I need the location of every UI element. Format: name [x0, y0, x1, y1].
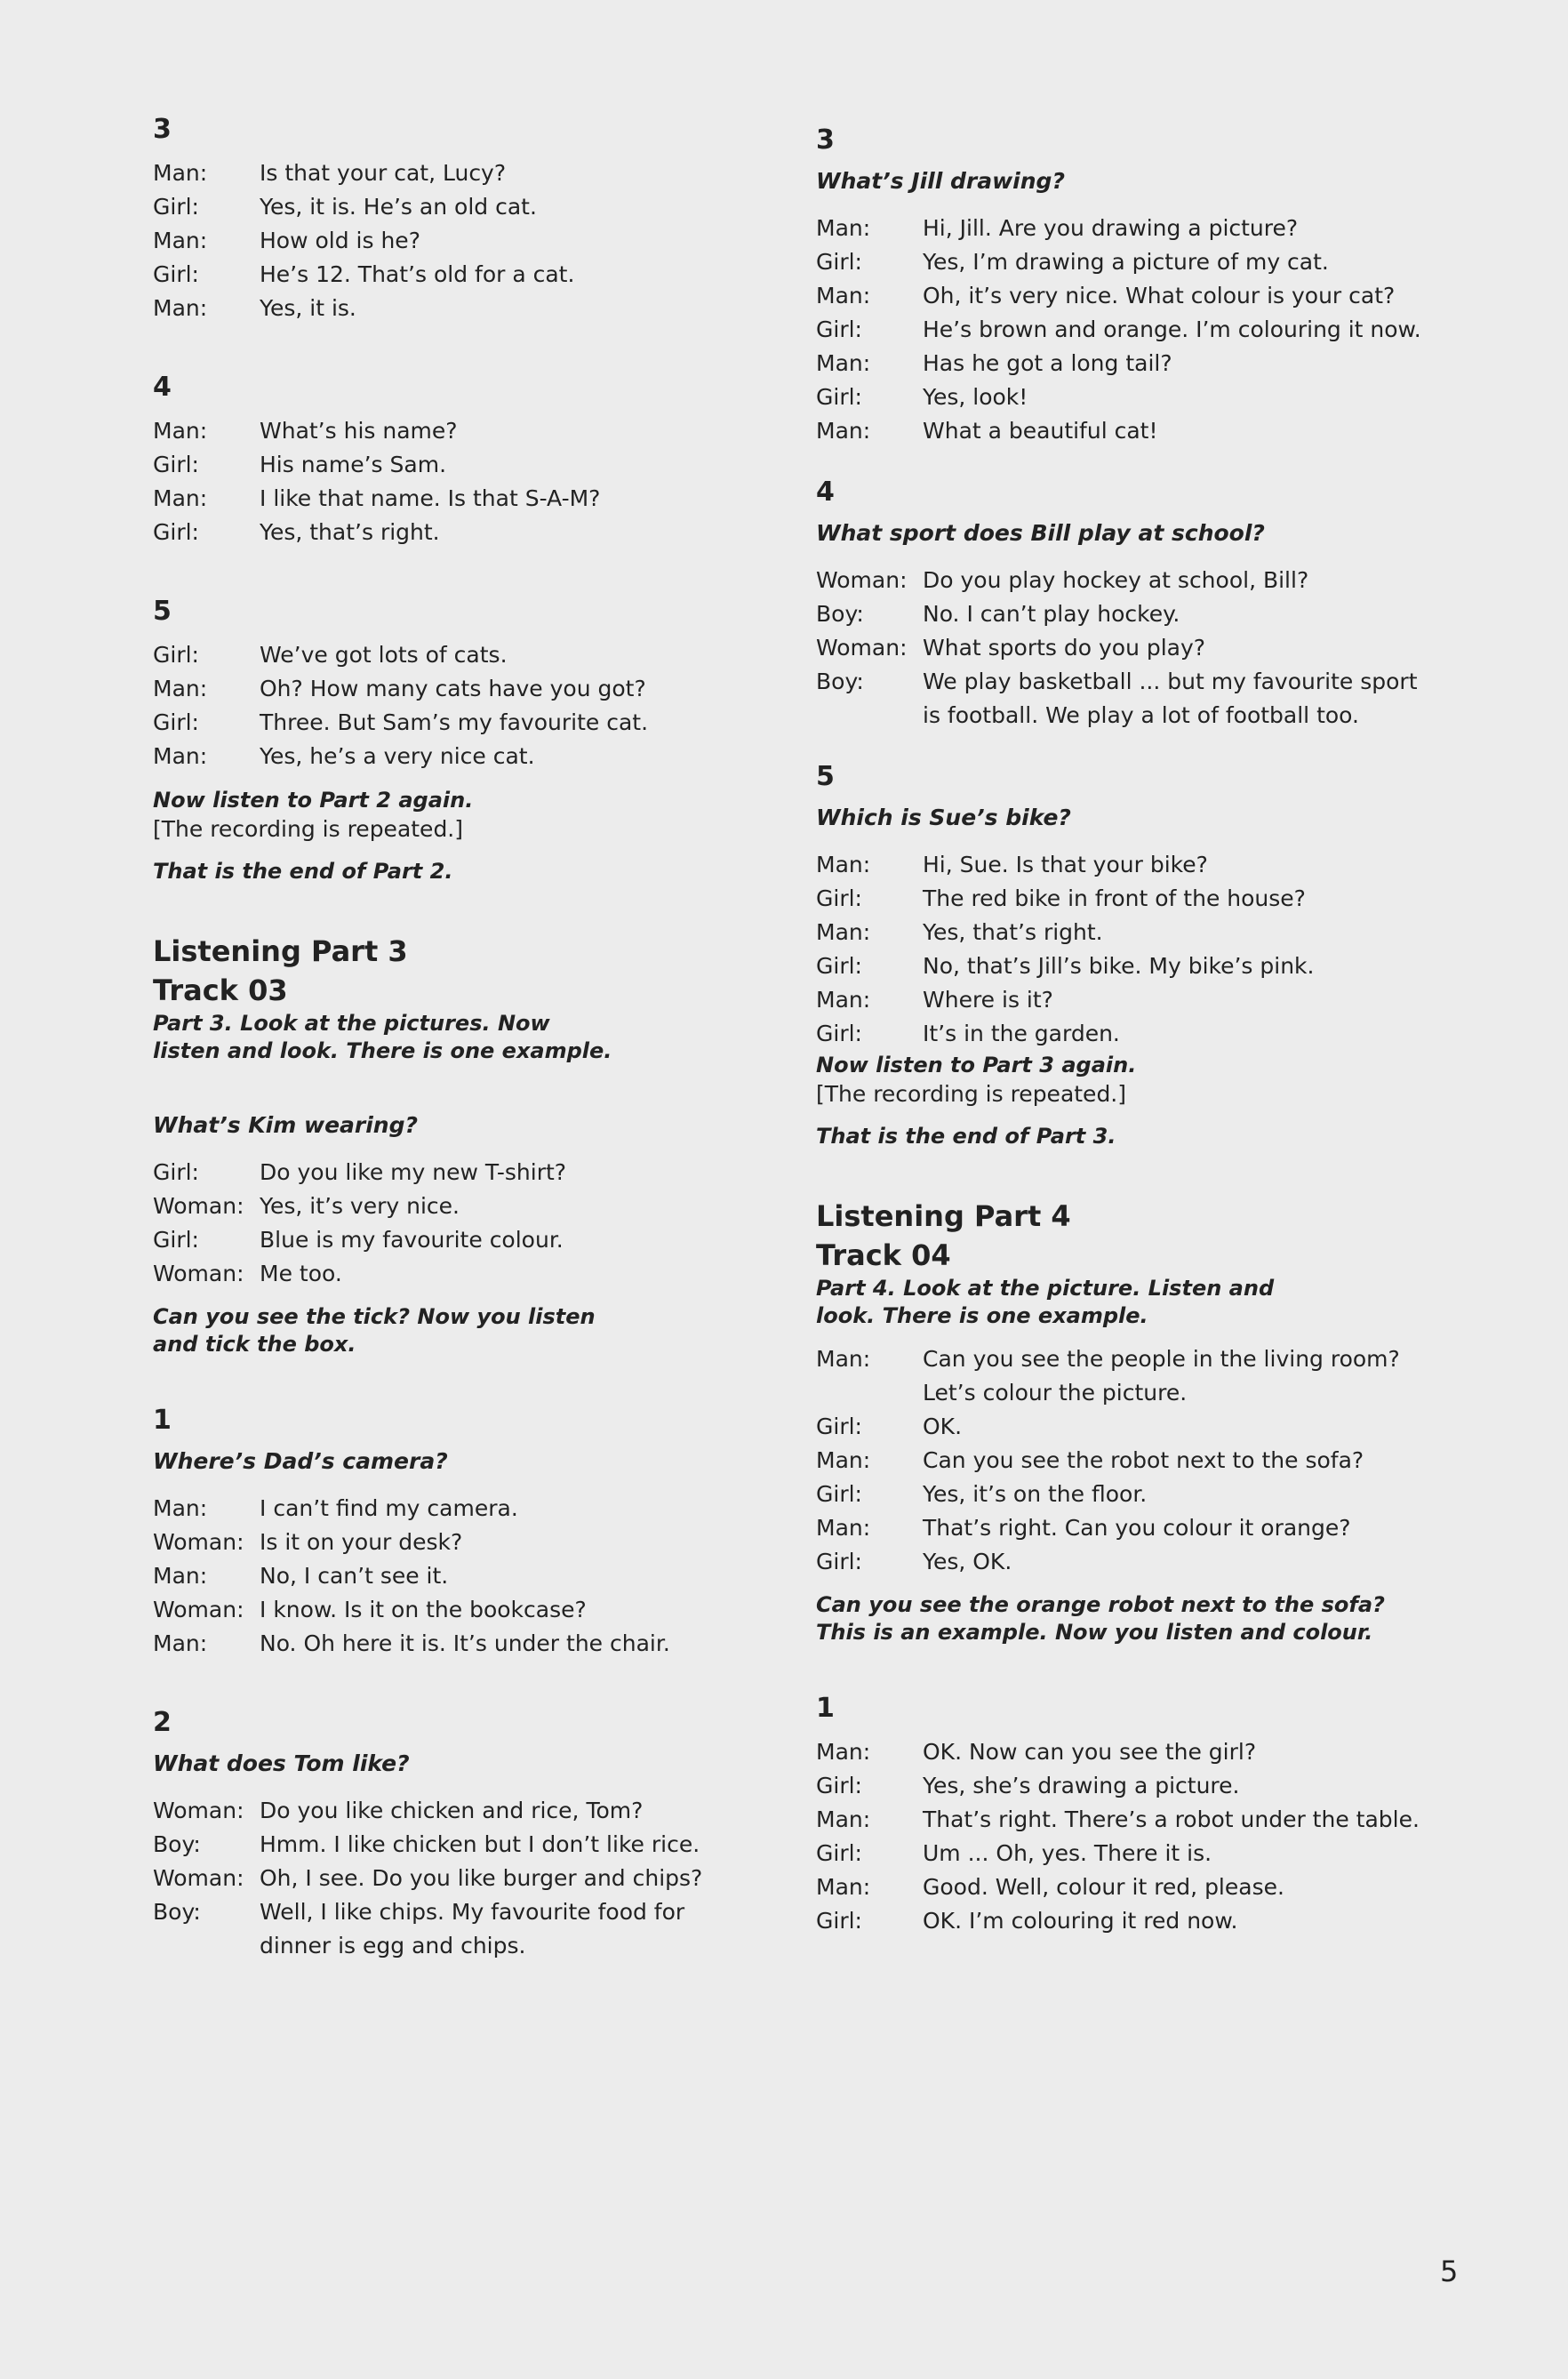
dialogue-line	[153, 292, 704, 325]
spoken-text: Well, I like chips. My favourite food for dinner is egg and chips.	[260, 1899, 685, 1958]
speaker-label: Man:	[153, 418, 208, 444]
dialogue-line	[153, 258, 704, 292]
dialogue-line	[816, 1017, 1438, 1051]
speaker-label: Girl:	[816, 1481, 862, 1507]
dialogue-line	[816, 313, 1438, 347]
dialogue-line	[153, 156, 704, 190]
spoken-text: Where is it?	[923, 987, 1053, 1013]
dialogue-line	[153, 1223, 704, 1257]
spoken-text: Yes, I’m drawing a picture of my cat.	[923, 249, 1329, 275]
example-note: Can you see the orange robot next to the sofa? This is an example. Now you listen and colour.	[816, 1592, 1385, 1645]
dialogue-line	[816, 245, 1438, 279]
question-block-1	[816, 1693, 1438, 1938]
dialogue-line	[816, 414, 1438, 448]
now-listen-note: Now listen to Part 2 again.	[153, 788, 474, 813]
dialogue-line	[816, 1803, 1438, 1837]
question: What’s Kim wearing?	[153, 1112, 418, 1138]
speaker-label: Girl:	[816, 1549, 862, 1574]
speaker-label: Man:	[816, 1874, 871, 1900]
dialogue	[816, 564, 1438, 733]
tick-note: Can you see the tick? Now you listen and tick the box.	[153, 1304, 596, 1357]
question: What’s Jill drawing?	[816, 168, 1065, 194]
right-column	[816, 124, 1438, 1938]
spoken-text: Yes, that’s right.	[923, 919, 1103, 945]
speaker-label: Boy:	[816, 669, 864, 694]
dialogue	[153, 638, 704, 773]
dialogue-line	[816, 631, 1438, 665]
item-number: 1	[153, 1405, 172, 1436]
spoken-text: The red bike in front of the house?	[923, 885, 1306, 911]
dialogue-line	[153, 706, 704, 740]
dialogue	[816, 1735, 1438, 1938]
dialogue-line	[816, 949, 1438, 983]
dialogue-line	[816, 597, 1438, 631]
spoken-text: How old is he?	[260, 228, 420, 253]
dialogue-line	[816, 1342, 1438, 1410]
instructions: Part 4. Look at the picture. Listen and look. There is one example.	[816, 1276, 1275, 1328]
spoken-text: Hi, Jill. Are you drawing a picture?	[923, 215, 1299, 241]
speaker-label: Girl:	[816, 1840, 862, 1866]
spoken-text: What sports do you play?	[923, 635, 1206, 661]
speaker-label: Girl:	[816, 384, 862, 410]
dialogue	[153, 1492, 704, 1661]
spoken-text: I know. Is it on the bookcase?	[260, 1597, 587, 1622]
left-column	[153, 114, 704, 1963]
speaker-label: Man:	[153, 743, 208, 769]
repeated-note: [The recording is repeated.]	[816, 1081, 1127, 1107]
question: Which is Sue’s bike?	[816, 805, 1071, 830]
spoken-text: No, I can’t see it.	[260, 1563, 449, 1589]
spoken-text: Do you like chicken and rice, Tom?	[260, 1798, 644, 1823]
dialogue	[153, 1794, 704, 1963]
spoken-text: Me too.	[260, 1261, 342, 1286]
dialogue-line	[816, 916, 1438, 949]
now-listen-note: Now listen to Part 3 again.	[816, 1053, 1137, 1077]
section-title: Listening Part 3	[153, 934, 408, 968]
speaker-label: Girl:	[153, 519, 199, 545]
speaker-label: Man:	[816, 418, 871, 444]
dialogue-line	[153, 1895, 704, 1963]
speaker-label: Woman:	[153, 1261, 244, 1286]
speaker-label: Man:	[816, 350, 871, 376]
speaker-label: Woman:	[153, 1798, 244, 1823]
dialogue-line	[153, 1593, 704, 1627]
speaker-label: Girl:	[816, 1908, 862, 1934]
dialogue-line	[816, 1735, 1438, 1769]
dialogue	[153, 156, 704, 325]
spoken-text: Is that your cat, Lucy?	[260, 160, 507, 186]
spoken-text: Yes, that’s right.	[260, 519, 440, 545]
dialogue-line	[816, 212, 1438, 245]
question-block-2	[153, 1707, 704, 1963]
spoken-text: OK. I’m colouring it red now.	[923, 1908, 1238, 1934]
item-number: 3	[153, 114, 172, 145]
question-block-5	[816, 761, 1438, 1051]
dialogue-line	[816, 1545, 1438, 1579]
dialogue-line	[816, 1769, 1438, 1803]
dialogue-line	[153, 1862, 704, 1895]
spoken-text: Good. Well, colour it red, please.	[923, 1874, 1284, 1900]
speaker-label: Woman:	[816, 567, 908, 593]
dialogue-line	[816, 1478, 1438, 1511]
dialogue-block-3	[153, 114, 704, 325]
dialogue-line	[153, 1190, 704, 1223]
dialogue-line	[816, 1837, 1438, 1870]
question-block-1	[153, 1405, 704, 1661]
dialogue-line	[153, 482, 704, 516]
spoken-text: Is it on your desk?	[260, 1529, 463, 1555]
speaker-label: Girl:	[816, 1773, 862, 1798]
spoken-text: Yes, he’s a very nice cat.	[260, 743, 535, 769]
track-label: Track 04	[816, 1238, 951, 1272]
speaker-label: Man:	[816, 852, 871, 877]
item-number: 3	[816, 124, 835, 156]
spoken-text: No, that’s Jill’s bike. My bike’s pink.	[923, 953, 1315, 979]
speaker-label: Man:	[153, 1630, 208, 1656]
speaker-label: Man:	[816, 919, 871, 945]
speaker-label: Girl:	[816, 1021, 862, 1046]
speaker-label: Man:	[153, 228, 208, 253]
spoken-text: Oh, I see. Do you like burger and chips?	[260, 1865, 703, 1891]
spoken-text: Yes, it is.	[260, 295, 356, 321]
dialogue	[816, 848, 1438, 1051]
spoken-text: Three. But Sam’s my favourite cat.	[260, 709, 649, 735]
speaker-label: Boy:	[816, 601, 864, 627]
dialogue-line	[816, 1444, 1438, 1478]
spoken-text: We’ve got lots of cats.	[260, 642, 508, 668]
spoken-text: Yes, look!	[923, 384, 1028, 410]
spoken-text: Do you play hockey at school, Bill?	[923, 567, 1309, 593]
dialogue	[153, 414, 704, 549]
dialogue-line	[816, 1904, 1438, 1938]
spoken-text: It’s in the garden.	[923, 1021, 1120, 1046]
speaker-label: Woman:	[816, 635, 908, 661]
dialogue-block-4	[153, 372, 704, 549]
dialogue-line	[816, 347, 1438, 380]
question: What sport does Bill play at school?	[816, 520, 1265, 546]
spoken-text: His name’s Sam.	[260, 452, 447, 477]
spoken-text: Blue is my favourite colour.	[260, 1227, 564, 1253]
spoken-text: Can you see the people in the living room? Let’s colour the picture.	[923, 1346, 1400, 1406]
spoken-text: He’s brown and orange. I’m colouring it now.	[923, 316, 1421, 342]
dialogue-line	[153, 638, 704, 672]
dialogue-line	[816, 983, 1438, 1017]
dialogue-line	[816, 882, 1438, 916]
speaker-label: Girl:	[153, 709, 199, 735]
item-number: 5	[153, 596, 172, 627]
speaker-label: Girl:	[816, 885, 862, 911]
spoken-text: Yes, it’s on the floor.	[923, 1481, 1148, 1507]
instructions: Part 3. Look at the pictures. Now listen and look. There is one example.	[153, 1011, 612, 1063]
spoken-text: No. I can’t play hockey.	[923, 601, 1180, 627]
spoken-text: We play basketball ... but my favourite sport is football. We play a lot of football too.	[923, 669, 1418, 728]
section-title: Listening Part 4	[816, 1199, 1071, 1233]
dialogue-line	[153, 448, 704, 482]
dialogue-line	[153, 1492, 704, 1526]
dialogue-line	[816, 665, 1438, 733]
speaker-label: Boy:	[153, 1899, 201, 1925]
dialogue	[153, 1156, 704, 1291]
item-number: 2	[153, 1707, 172, 1738]
speaker-label: Man:	[816, 283, 871, 308]
item-number: 1	[816, 1693, 835, 1724]
dialogue-line	[153, 672, 704, 706]
speaker-label: Girl:	[153, 194, 199, 220]
speaker-label: Girl:	[153, 1159, 199, 1185]
speaker-label: Girl:	[153, 642, 199, 668]
dialogue-line	[816, 279, 1438, 313]
dialogue-line	[153, 1828, 704, 1862]
example-block	[816, 1342, 1438, 1646]
dialogue-line	[816, 564, 1438, 597]
speaker-label: Girl:	[153, 261, 199, 287]
track-label: Track 03	[153, 973, 288, 1007]
dialogue-line	[816, 848, 1438, 882]
spoken-text: Yes, it is. He’s an old cat.	[260, 194, 537, 220]
spoken-text: Yes, it’s very nice.	[260, 1193, 460, 1219]
page-number: 5	[1440, 2255, 1459, 2288]
speaker-label: Woman:	[153, 1597, 244, 1622]
question-block-4	[816, 477, 1438, 733]
dialogue-line	[153, 1526, 704, 1559]
question: What does Tom like?	[153, 1750, 410, 1776]
speaker-label: Girl:	[816, 1414, 862, 1439]
speaker-label: Man:	[816, 1806, 871, 1832]
spoken-text: Oh? How many cats have you got?	[260, 676, 646, 701]
dialogue-line	[153, 516, 704, 549]
speaker-label: Girl:	[816, 316, 862, 342]
spoken-text: What’s his name?	[260, 418, 458, 444]
speaker-label: Man:	[816, 215, 871, 241]
spoken-text: Oh, it’s very nice. What colour is your cat?	[923, 283, 1396, 308]
speaker-label: Man:	[816, 1447, 871, 1473]
spoken-text: What a beautiful cat!	[923, 418, 1158, 444]
spoken-text: He’s 12. That’s old for a cat.	[260, 261, 575, 287]
end-note: That is the end of Part 3.	[816, 1124, 1116, 1149]
question-block-3	[816, 124, 1438, 448]
dialogue-line	[816, 1870, 1438, 1904]
dialogue-block-5	[153, 596, 704, 773]
item-number: 4	[816, 477, 835, 508]
dialogue-line	[816, 1511, 1438, 1545]
dialogue-line	[153, 1627, 704, 1661]
speaker-label: Girl:	[153, 452, 199, 477]
repeated-note: [The recording is repeated.]	[153, 816, 464, 842]
spoken-text: OK. Now can you see the girl?	[923, 1739, 1257, 1765]
dialogue	[816, 212, 1438, 448]
spoken-text: Can you see the robot next to the sofa?	[923, 1447, 1364, 1473]
spoken-text: Yes, OK.	[923, 1549, 1012, 1574]
spoken-text: Um ... Oh, yes. There it is.	[923, 1840, 1212, 1866]
dialogue-line	[153, 740, 704, 773]
spoken-text: That’s right. There’s a robot under the table.	[923, 1806, 1420, 1832]
speaker-label: Girl:	[816, 953, 862, 979]
spoken-text: Do you like my new T-shirt?	[260, 1159, 567, 1185]
item-number: 4	[153, 372, 172, 403]
dialogue-line	[153, 1794, 704, 1828]
spoken-text: That’s right. Can you colour it orange?	[923, 1515, 1351, 1541]
spoken-text: I can’t find my camera.	[260, 1495, 518, 1521]
dialogue-line	[816, 380, 1438, 414]
spoken-text: Has he got a long tail?	[923, 350, 1172, 376]
speaker-label: Man:	[816, 1515, 871, 1541]
dialogue-line	[153, 1559, 704, 1593]
spoken-text: Hmm. I like chicken but I don’t like rice.	[260, 1831, 700, 1857]
example-block	[153, 1111, 704, 1358]
speaker-label: Man:	[153, 1495, 208, 1521]
end-note: That is the end of Part 2.	[153, 859, 453, 884]
speaker-label: Boy:	[153, 1831, 201, 1857]
speaker-label: Girl:	[816, 249, 862, 275]
question: Where’s Dad’s camera?	[153, 1448, 448, 1474]
dialogue-line	[153, 1257, 704, 1291]
speaker-label: Girl:	[153, 1227, 199, 1253]
speaker-label: Man:	[816, 1739, 871, 1765]
dialogue-line	[153, 414, 704, 448]
spoken-text: Hi, Sue. Is that your bike?	[923, 852, 1208, 877]
dialogue-line	[153, 1156, 704, 1190]
speaker-label: Woman:	[153, 1529, 244, 1555]
dialogue	[816, 1342, 1438, 1579]
spoken-text: OK.	[923, 1414, 963, 1439]
item-number: 5	[816, 761, 835, 792]
speaker-label: Man:	[816, 987, 871, 1013]
spoken-text: I like that name. Is that S-A-M?	[260, 485, 601, 511]
speaker-label: Man:	[153, 295, 208, 321]
dialogue-line	[153, 190, 704, 224]
speaker-label: Man:	[816, 1346, 871, 1372]
speaker-label: Woman:	[153, 1193, 244, 1219]
dialogue-line	[816, 1410, 1438, 1444]
spoken-text: Yes, she’s drawing a picture.	[923, 1773, 1240, 1798]
speaker-label: Man:	[153, 160, 208, 186]
speaker-label: Man:	[153, 676, 208, 701]
speaker-label: Man:	[153, 1563, 208, 1589]
spoken-text: No. Oh here it is. It’s under the chair.	[260, 1630, 670, 1656]
dialogue-line	[153, 224, 704, 258]
speaker-label: Man:	[153, 485, 208, 511]
speaker-label: Woman:	[153, 1865, 244, 1891]
